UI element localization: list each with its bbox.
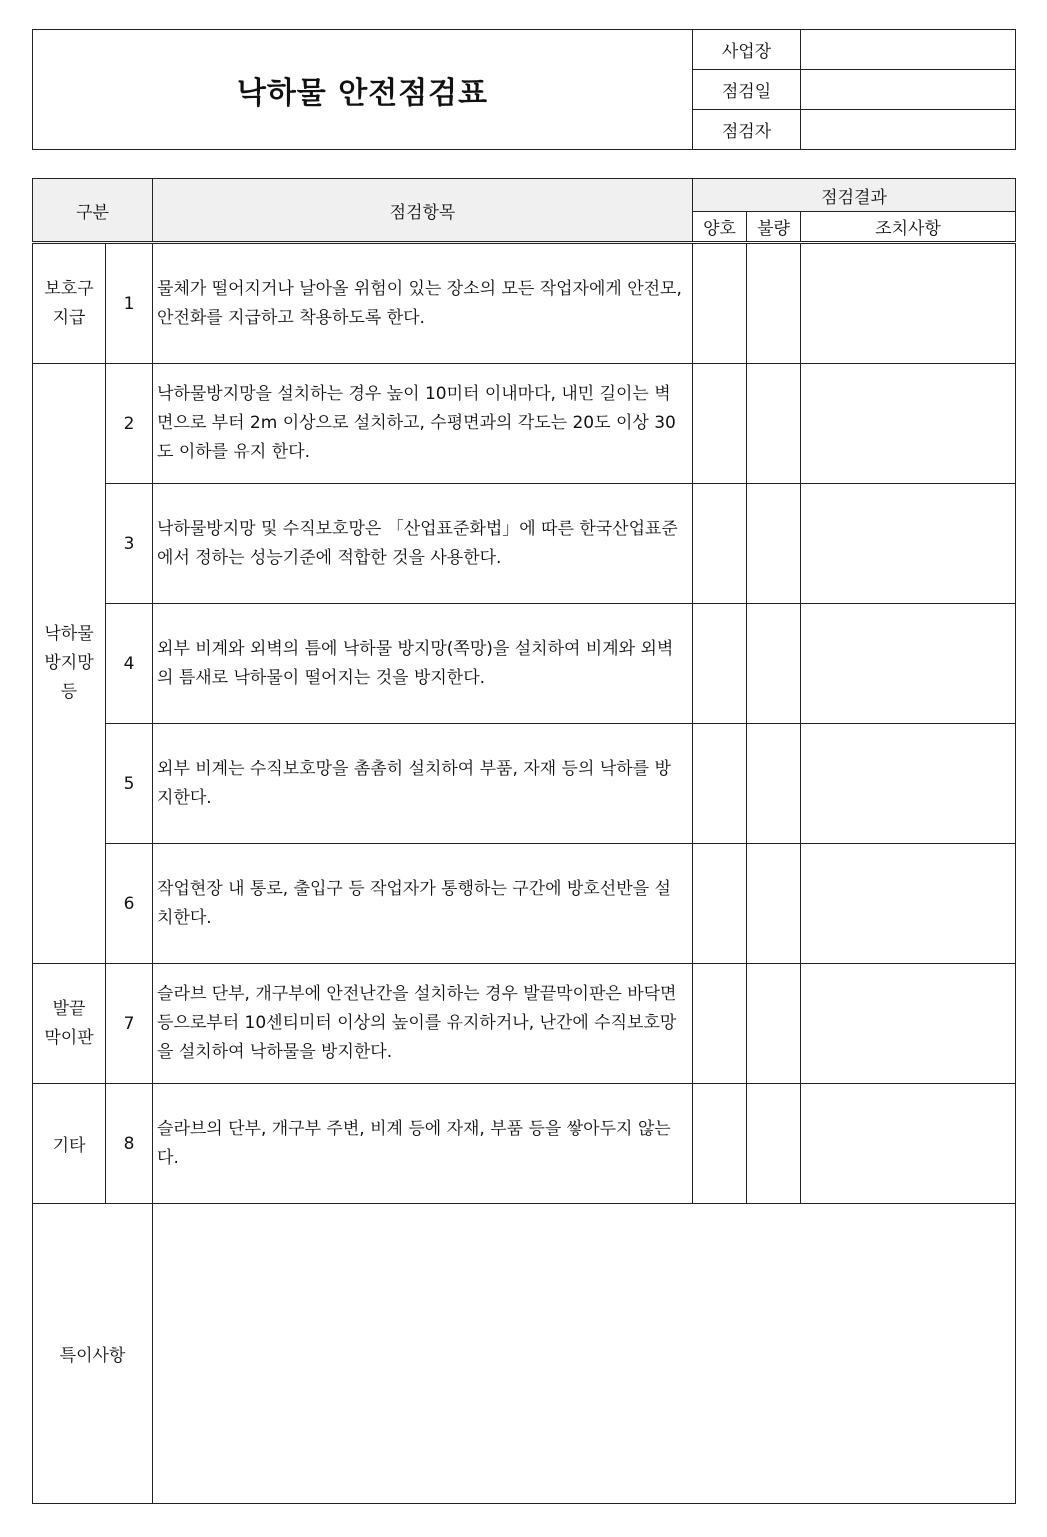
table-row bbox=[33, 724, 1016, 844]
header-good: 양호 bbox=[693, 212, 747, 243]
header-table bbox=[32, 29, 1016, 150]
item-text: 슬라브 단부, 개구부에 안전난간을 설치하는 경우 발끝막이판은 바닥면 등으로부터 10센티미터 이상의 높이를 유지하거나, 난간에 수직보호망을 설치하여 낙하물을 방지한다. bbox=[153, 964, 693, 1084]
item-number: 2 bbox=[106, 364, 153, 484]
category-protective-gear: 보호구 지급 bbox=[33, 243, 106, 364]
remarks-row bbox=[33, 1204, 1016, 1504]
action-cell[interactable] bbox=[801, 964, 1016, 1084]
action-cell[interactable] bbox=[801, 1084, 1016, 1204]
item-number: 4 bbox=[106, 604, 153, 724]
good-cell[interactable] bbox=[693, 484, 747, 604]
bad-cell[interactable] bbox=[747, 604, 801, 724]
category-falling-net: 낙하물 방지망 등 bbox=[33, 364, 106, 964]
table-row bbox=[33, 364, 1016, 484]
label-date: 점검일 bbox=[693, 70, 801, 110]
item-number: 6 bbox=[106, 844, 153, 964]
item-number: 8 bbox=[106, 1084, 153, 1204]
item-number: 5 bbox=[106, 724, 153, 844]
table-row bbox=[33, 484, 1016, 604]
action-cell[interactable] bbox=[801, 484, 1016, 604]
good-cell[interactable] bbox=[693, 243, 747, 364]
good-cell[interactable] bbox=[693, 364, 747, 484]
table-row bbox=[33, 243, 1016, 364]
bad-cell[interactable] bbox=[747, 844, 801, 964]
input-site[interactable] bbox=[801, 30, 1016, 70]
good-cell[interactable] bbox=[693, 1084, 747, 1204]
action-cell[interactable] bbox=[801, 604, 1016, 724]
table-row bbox=[33, 604, 1016, 724]
good-cell[interactable] bbox=[693, 844, 747, 964]
category-toe-board: 발끝 막이판 bbox=[33, 964, 106, 1084]
table-row bbox=[33, 844, 1016, 964]
table-row bbox=[33, 964, 1016, 1084]
table-row bbox=[33, 1084, 1016, 1204]
good-cell[interactable] bbox=[693, 724, 747, 844]
header-item: 점검항목 bbox=[153, 179, 693, 243]
action-cell[interactable] bbox=[801, 844, 1016, 964]
header-action: 조치사항 bbox=[801, 212, 1016, 243]
page-title: 낙하물 안전점검표 bbox=[33, 30, 693, 150]
good-cell[interactable] bbox=[693, 604, 747, 724]
good-cell[interactable] bbox=[693, 964, 747, 1084]
header-category: 구분 bbox=[33, 179, 153, 243]
item-text: 물체가 떨어지거나 날아올 위험이 있는 장소의 모든 작업자에게 안전모, 안전화를 지급하고 착용하도록 한다. bbox=[153, 243, 693, 364]
item-text: 낙하물방지망 및 수직보호망은 「산업표준화법」에 따른 한국산업표준에서 정하는 성능기준에 적합한 것을 사용한다. bbox=[153, 484, 693, 604]
bad-cell[interactable] bbox=[747, 243, 801, 364]
bad-cell[interactable] bbox=[747, 1084, 801, 1204]
category-etc: 기타 bbox=[33, 1084, 106, 1204]
item-number: 1 bbox=[106, 243, 153, 364]
input-date[interactable] bbox=[801, 70, 1016, 110]
bad-cell[interactable] bbox=[747, 724, 801, 844]
action-cell[interactable] bbox=[801, 724, 1016, 844]
item-text: 외부 비계와 외벽의 틈에 낙하물 방지망(쪽망)을 설치하여 비계와 외벽의 틈새로 낙하물이 떨어지는 것을 방지한다. bbox=[153, 604, 693, 724]
bad-cell[interactable] bbox=[747, 364, 801, 484]
item-text: 슬라브의 단부, 개구부 주변, 비계 등에 자재, 부품 등을 쌓아두지 않는다. bbox=[153, 1084, 693, 1204]
input-inspector[interactable] bbox=[801, 110, 1016, 150]
item-text: 외부 비계는 수직보호망을 촘촘히 설치하여 부품, 자재 등의 낙하를 방지한다. bbox=[153, 724, 693, 844]
action-cell[interactable] bbox=[801, 243, 1016, 364]
bad-cell[interactable] bbox=[747, 964, 801, 1084]
item-number: 7 bbox=[106, 964, 153, 1084]
bad-cell[interactable] bbox=[747, 484, 801, 604]
remarks-label: 특이사항 bbox=[33, 1204, 153, 1504]
checklist-table bbox=[32, 178, 1016, 1504]
label-site: 사업장 bbox=[693, 30, 801, 70]
item-text: 작업현장 내 통로, 출입구 등 작업자가 통행하는 구간에 방호선반을 설치한다. bbox=[153, 844, 693, 964]
label-inspector: 점검자 bbox=[693, 110, 801, 150]
header-bad: 불량 bbox=[747, 212, 801, 243]
action-cell[interactable] bbox=[801, 364, 1016, 484]
item-number: 3 bbox=[106, 484, 153, 604]
header-result: 점검결과 bbox=[693, 179, 1016, 212]
item-text: 낙하물방지망을 설치하는 경우 높이 10미터 이내마다, 내민 길이는 벽면으로 부터 2m 이상으로 설치하고, 수평면과의 각도는 20도 이상 30도 이하를 유지 한다. bbox=[153, 364, 693, 484]
remarks-input[interactable] bbox=[153, 1204, 1016, 1504]
